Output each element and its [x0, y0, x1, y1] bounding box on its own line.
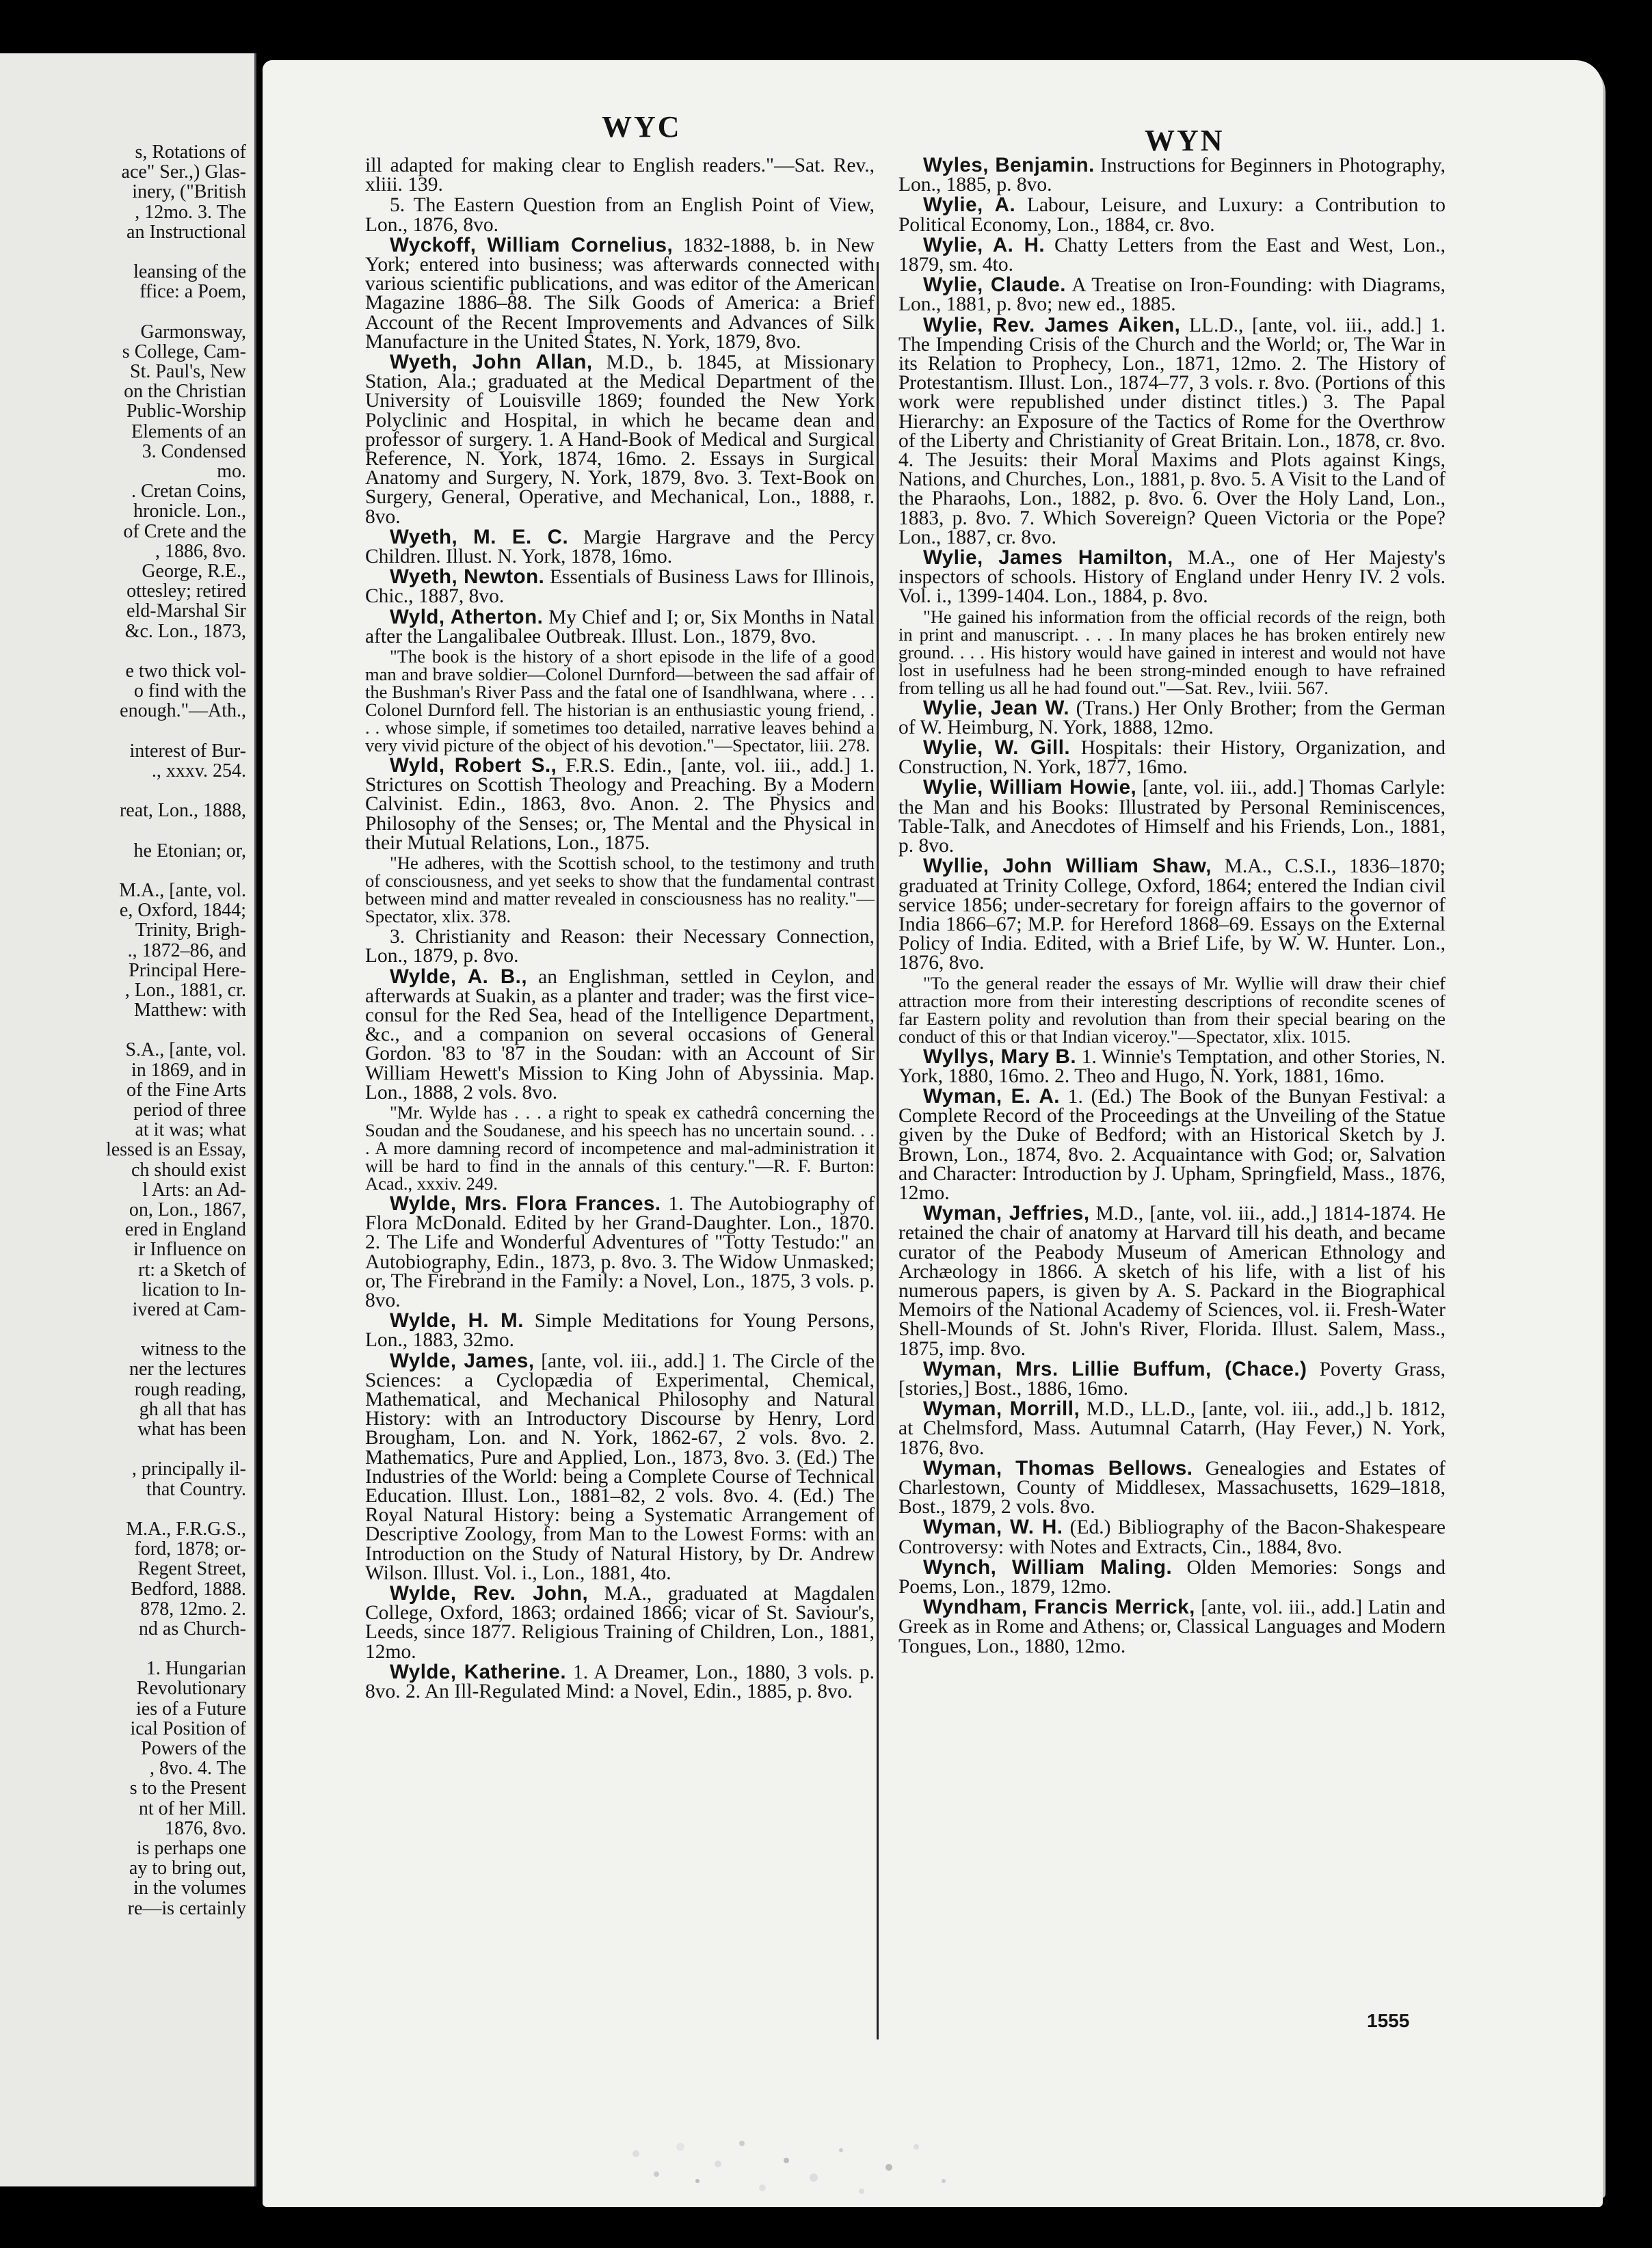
- entry-text: "Mr. Wylde has . . . a right to speak ex cathedrâ concerning the Soudan and the Soudanese, and his speech has no uncertain sound. . . . A more damning record of incompetence and mal-administration it will be hard to find in the annals of this century."—R. F. Burton: Acad., xxxiv. 249.: [365, 1101, 875, 1194]
- review-quote: [365, 1103, 875, 1192]
- bibliography-entry: [898, 313, 1446, 548]
- left-fragment-line: George, R.E.,: [142, 560, 246, 582]
- left-fragment-line: is perhaps one: [136, 1837, 246, 1859]
- entry-heading: Wyeth, M. E. C.: [390, 525, 569, 548]
- left-fragment-line: Powers of the: [141, 1738, 246, 1759]
- left-fragment-line: interest of Bur-: [129, 740, 246, 762]
- entry-text: 5. The Eastern Question from an English Point of View, Lon., 1876, 8vo.: [365, 194, 875, 236]
- entry-text: [ante, vol. iii., add.] Latin and Greek as in Rome and Athens; or, Classical Languages and Modern Tongues, Lon., 1880, 12mo.: [898, 1596, 1446, 1657]
- entry-text: Olden Memories: Songs and Poems, Lon., 1879, 12mo.: [898, 1556, 1446, 1598]
- adjacent-left-page: [0, 53, 256, 2186]
- left-fragment-line: ered in England: [124, 1219, 246, 1241]
- bibliography-entry: [898, 738, 1446, 777]
- entry-text: 1. (Ed.) The Book of the Bunyan Festival: a Complete Record of the Proceedings at the Unveiling of the Statue given by the Duke of Bedford; with an Historical Sketch by J. Brown, Lon., 1874, 8vo. 2. Acquaintance with God; or, Salvation and Character: Introduction by J. Upham, Springfield, Mass., 1876, 12mo.: [898, 1085, 1446, 1204]
- entry-heading: Wylde, Katherine.: [390, 1660, 567, 1683]
- entry-heading: Wyllie, John William Shaw,: [923, 855, 1212, 878]
- left-fragment-line: , 1886, 8vo.: [155, 540, 246, 562]
- left-fragment-line: M.A., [ante, vol.: [119, 879, 246, 901]
- left-fragment-line: Revolutionary: [136, 1678, 246, 1700]
- left-fragment-line: witness to the: [141, 1339, 246, 1361]
- left-fragment-line: eld-Marshal Sir: [126, 600, 246, 622]
- entry-text: M.D., LL.D., [ante, vol. iii., add.,] b. 1812, at Chelmsford, Mass. Autumnal Catarrh, (Hay Fever,) N. York, 1876, 8vo.: [898, 1398, 1446, 1459]
- entry-text: Simple Meditations for Young Persons, Lon., 1883, 32mo.: [365, 1310, 875, 1352]
- left-fragment-line: St. Paul's, New: [130, 361, 246, 383]
- left-fragment-line: s, Rotations of: [135, 142, 246, 163]
- entry-heading: Wylie, Jean W.: [923, 696, 1070, 719]
- entry-text: "He adheres, with the Scottish school, to the testimony and truth of consciousness, and yet seeks to show that the fundamental contrast between mind and matter revealed in consciousness has no reality."—Spectator, xlix. 378.: [365, 853, 875, 927]
- bibliography-entry: [365, 927, 875, 965]
- left-fragment-line: leansing of the: [133, 261, 246, 283]
- bibliography-entry: [365, 756, 875, 853]
- entry-text: M.A., C.S.I., 1836–1870; graduated at Trinity College, Oxford, 1864; entered the Indian civil service 1856; under-secretary for foreign affairs to the governor of India 1866–67; M.P. for Hereford 1868–69. Essays on the External Policy of India. Edited, with a Brief Life, by W. W. Hunter. Lon., 1876, 8vo.: [898, 855, 1446, 974]
- left-fragment-line: , Lon., 1881, cr.: [124, 979, 246, 1001]
- bibliography-entry: [898, 1397, 1446, 1459]
- entry-text: M.D., [ante, vol. iii., add.,] 1814-1874. He retained the chair of anatomy at Harvard till his death, and became curator of the Peabody Museum of American Ethnology and Archæology in 1866. A sketch of his life, with a list of his numerous papers, is given by A. S. Packard in the Biographical Memoirs of the National Academy of Sciences, vol. ii. Fresh-Water Shell-Mounds of St. John's River, Florida. Illust. Salem, Mass., 1875, imp. 8vo.: [898, 1203, 1446, 1360]
- left-fragment-line: S.A., [ante, vol.: [125, 1039, 246, 1061]
- left-fragment-line: what has been: [137, 1419, 246, 1440]
- entry-heading: Wylie, W. Gill.: [923, 736, 1071, 760]
- entry-text: [ante, vol. iii., add.] Thomas Carlyle: the Man and his Books: Illustrated by Personal Reminiscences, Table-Talk, and Anecdotes of Himself and his Friends, Lon., 1881, p. 8vo.: [898, 777, 1446, 857]
- entry-text: F.R.S. Edin., [ante, vol. iii., add.] 1. Strictures on Scottish Theology and Preaching. By a Modern Calvinist. Edin., 1863, 8vo. Anon. 2. The Physics and Philosophy of the Senses; or, The Mental and the Physical in their Mutual Relations, Lon., 1875.: [365, 755, 875, 854]
- left-fragment-line: on the Christian: [124, 381, 246, 403]
- left-fragment-line: [0, 641, 246, 661]
- left-fragment-line: , 8vo. 4. The: [149, 1758, 246, 1780]
- bibliography-entry: [898, 193, 1446, 236]
- left-fragment-line: lessed is an Essay,: [105, 1139, 246, 1161]
- left-fragment-line: [0, 781, 246, 801]
- entry-text: Instructions for Beginners in Photography, Lon., 1885, p. 8vo.: [898, 155, 1446, 196]
- entry-text: Labour, Leisure, and Luxury: a Contribution to Political Economy, Lon., 1884, cr. 8vo.: [898, 194, 1446, 236]
- entry-text: 1. A Dreamer, Lon., 1880, 3 vols. p. 8vo. 2. An Ill-Regulated Mind: a Novel, Edin., 1885, p. 8vo.: [365, 1661, 875, 1702]
- entry-heading: Wylde, Mrs. Flora Frances.: [390, 1192, 661, 1215]
- left-fragment-line: Elements of an: [131, 420, 246, 442]
- bibliography-entry: [365, 1311, 875, 1350]
- left-fragment-line: o find with the: [133, 680, 246, 702]
- bibliography-entry: [365, 525, 875, 568]
- entry-text: Essentials of Business Laws for Illinois, Chic., 1887, 8vo.: [365, 566, 875, 608]
- bibliography-entry: [365, 196, 875, 234]
- entry-heading: Wylde, James,: [390, 1349, 535, 1372]
- entry-heading: Wylde, H. M.: [390, 1309, 524, 1333]
- entry-heading: Wyeth, Newton.: [390, 565, 545, 589]
- entry-heading: Wyld, Atherton.: [390, 605, 544, 628]
- entry-heading: Wyllys, Mary B.: [923, 1045, 1077, 1068]
- left-fragment-line: nt of her Mill.: [138, 1797, 246, 1819]
- entry-text: M.A., graduated at Magdalen College, Oxford, 1863; ordained 1866; vicar of St. Saviour's, Leeds, since 1877. Religious Training of Children, Lon., 1881, 12mo.: [365, 1582, 875, 1663]
- left-fragment-line: [0, 1639, 246, 1659]
- left-fragment-line: [0, 242, 246, 262]
- page-number: 1555: [1367, 2010, 1410, 2031]
- entry-text: LL.D., [ante, vol. iii., add.] 1. The Impending Crisis of the Church and the World; or, The War in its Relation to Prophecy, Lon., 1871, 12mo. 2. The History of Protestantism. Illust. Lon., 1874–77, 3 vols. r. 8vo. (Portions of this work were republished under distinct titles.) 3. The Papal Hierarchy: an Exposure of the Tactics of Rome for the Overthrow of the Liberty and Christianity of Great Britain. Lon., 1878, cr. 8vo. 4. The Jesuits: their Moral Maxims and Plots against Kings, Nations, and Churches, Lon., 1881, p. 8vo. 5. A Visit to the Land of the Pharaohs, Lon., 1882, p. 8vo. 6. Over the Holy Land, Lon., 1883, p. 8vo. 7. Which Sovereign? Queen Victoria or the Pope? Lon., 1887, cr. 8vo.: [898, 314, 1446, 548]
- left-fragment-line: [0, 1439, 246, 1459]
- bibliography-entry: [898, 273, 1446, 316]
- bibliography-entry: [898, 857, 1446, 972]
- entry-text: 3. Christianity and Reason: their Necessary Connection, Lon., 1879, p. 8vo.: [365, 926, 875, 967]
- bibliography-entry: [365, 567, 875, 606]
- entry-heading: Wylde, Rev. John,: [390, 1581, 589, 1605]
- bibliography-entry: [898, 1204, 1446, 1359]
- left-fragment-line: ical Position of: [130, 1717, 246, 1739]
- bibliography-entry: [898, 1555, 1446, 1598]
- left-fragment-line: of Crete and the: [123, 520, 246, 542]
- left-fragment-line: . Cretan Coins,: [131, 481, 246, 503]
- entry-text: 1. The Autobiography of Flora McDonald. Edited by her Grand-Daughter. Lon., 1870. 2. The Life and Wonderful Adventures of "Totty Testudo:" an Autobiography, Edin., 1873, p. 8vo. 3. The Widow Unmasked; or, The Firebrand in the Family: a Novel, Lon., 1875, 3 vols. p. 8vo.: [365, 1192, 875, 1311]
- bibliography-entry: [898, 1456, 1446, 1518]
- left-fragment-line: mo.: [217, 461, 246, 482]
- left-fragment-line: ch should exist: [131, 1159, 246, 1181]
- left-fragment-line: Bedford, 1888.: [131, 1578, 246, 1600]
- entry-text: "The book is the history of a short episode in the life of a good man and brave soldier—Colonel Durnford—between the sad affair of the Bushman's River Pass and the fatal one of Isandhlwana, where . . . Colonel Durnford fell. The historian is an enthusiastic young friend, . . . whose simple, if sometimes too detailed, narrative leaves behind a very vivid picture of the object of his devotion."—Spectator, liii. 278.: [365, 646, 875, 756]
- left-fragment-line: [0, 1020, 246, 1040]
- entry-heading: Wylie, James Hamilton,: [923, 546, 1173, 570]
- left-fragment-line: that Country.: [146, 1478, 246, 1500]
- left-fragment-line: [0, 721, 246, 740]
- left-fragment-line: reat, Lon., 1888,: [119, 800, 246, 822]
- bibliography-entry: [898, 1084, 1446, 1204]
- main-page: [263, 60, 1603, 2207]
- left-fragment-line: ivered at Cam-: [132, 1298, 246, 1320]
- bibliography-entry: [365, 1660, 875, 1702]
- entry-heading: Wyman, Morrill,: [923, 1397, 1080, 1421]
- entry-text: an Englishman, settled in Ceylon, and afterwards at Suakin, as a planter and trader; was the first vice-consul for the Red Sea, head of the Intelligence Department, &c., and a companion on several occasions of General Gordon. '83 to '87 in the Soudan: with an Account of Sir William Hewett's Mission to King John of Abyssinia. Map. Lon., 1888, 2 vols. 8vo.: [365, 965, 875, 1103]
- left-fragment-line: [0, 302, 246, 322]
- left-fragment-line: in the volumes: [133, 1877, 246, 1899]
- right-column: [898, 156, 1446, 1657]
- left-fragment-line: [0, 861, 246, 881]
- bibliography-entry: [898, 156, 1446, 194]
- scan-noise-specks: [615, 2126, 971, 2208]
- left-column: [365, 156, 875, 1702]
- left-fragment-line: rt: a Sketch of: [138, 1259, 246, 1281]
- bibliography-entry: [898, 1047, 1446, 1086]
- left-fragment-line: ., xxxv. 254.: [151, 760, 246, 781]
- entry-heading: Wynch, William Maling.: [923, 1555, 1173, 1579]
- entry-heading: Wyndham, Francis Merrick,: [923, 1596, 1195, 1619]
- left-fragment-line: rough reading,: [134, 1378, 246, 1400]
- entry-text: 1. Winnie's Temptation, and other Stories, N. York, 1880, 16mo. 2. Theo and Hugo, N. York, 1881, 16mo.: [898, 1045, 1446, 1087]
- left-fragment-line: Trinity, Brigh-: [135, 920, 246, 941]
- bibliography-entry: [365, 156, 875, 194]
- left-fragment-line: of the Fine Arts: [126, 1079, 246, 1101]
- left-fragment-line: lication to In-: [142, 1279, 246, 1300]
- entry-text: [ante, vol. iii., add.] 1. The Circle of the Sciences: a Cyclopædia of Experimental, Chemical, Mathematical, and Mechanical Philosophy and Natural History: with an Introductory Discourse by Henry, Lord Brougham, Lon. and N. York, 1862-67, 2 vols. 8vo. 2. Mathematics, Pure and Applied, Lon., 1873, 8vo. 3. (Ed.) The Industries of the World: being a Complete Course of Technical Education. Illust. Lon., 1881–82, 2 vols. 8vo. 4. (Ed.) The Royal Natural History: being a Systematic Arrangement of Descriptive Zoology, from Man to the Lowest Forms: with an Introduction on the Study of Natural History, by Dr. Andrew Wilson. Illust. Vol. i., Lon., 1881, 4to.: [365, 1350, 875, 1584]
- left-fragment-line: re—is certainly: [127, 1897, 246, 1918]
- entry-text: M.A., one of Her Majesty's inspectors of schools. History of England under Henry IV. 2 vols. Vol. i., 1399-1404. Lon., 1884, p. 8vo.: [898, 547, 1446, 608]
- entry-heading: Wylie, Claude.: [923, 273, 1066, 297]
- left-fragment-line: ay to bring out,: [129, 1858, 246, 1879]
- left-fragment-line: inery, ("British: [132, 181, 246, 203]
- entry-text: My Chief and I; or, Six Months in Natal after the Langalibalee Outbreak. Illust. Lon., 1879, 8vo.: [365, 606, 875, 647]
- left-fragment-line: 3. Condensed: [142, 440, 246, 462]
- entry-heading: Wylie, A.: [923, 193, 1016, 217]
- entry-text: (Trans.) Her Only Brother; from the German of W. Heimburg, N. York, 1888, 12mo.: [898, 697, 1446, 738]
- left-fragment-line: he Etonian; or,: [133, 840, 246, 861]
- left-fragment-line: l Arts: an Ad-: [142, 1179, 246, 1201]
- entry-text: "He gained his information from the official records of the reign, both in print and manuscript. . . . In many places he has broken entirely new ground. . . . His history would have gained in interest and would not have lost in usefulness had he been strong-minded enough to have refrained from telling us all he had found out."—Sat. Rev., lviii. 567.: [898, 606, 1446, 698]
- bibliography-entry: [898, 1357, 1446, 1400]
- left-fragment-line: [0, 1320, 246, 1339]
- bibliography-entry: [898, 233, 1446, 276]
- left-fragment-line: 1876, 8vo.: [165, 1817, 246, 1839]
- left-fragment-line: &c. Lon., 1873,: [124, 620, 246, 642]
- review-quote: [898, 974, 1446, 1045]
- left-fragment-line: s College, Cam-: [122, 340, 246, 362]
- entry-text: (Ed.) Bibliography of the Bacon-Shakespeare Controversy: with Notes and Extracts, Cin., 1884, 8vo.: [898, 1516, 1446, 1558]
- left-fragment-line: enough."—Ath.,: [120, 700, 246, 722]
- entry-heading: Wyman, Mrs. Lillie Buffum, (Chace.): [923, 1357, 1307, 1380]
- entry-text: 1832-1888, b. in New York; entered into business; was afterwards connected with various scientific publications, and was editor of the American Magazine 1886–88. The Silk Goods of America: a Brief Account of the Recent Improvements and Advances of Silk Manufacture in the United States, N. York, 1879, 8vo.: [365, 234, 875, 353]
- entry-text: Hospitals: their History, Organization, and Construction, N. York, 1877, 16mo.: [898, 737, 1446, 779]
- entry-text: Margie Hargrave and the Percy Children. Illust. N. York, 1878, 16mo.: [365, 526, 875, 568]
- left-fragment-line: e two thick vol-: [125, 660, 246, 682]
- entry-text: M.D., b. 1845, at Missionary Station, Ala.; graduated at the Medical Department of the University of Louisville 1869; founded the New York Polyclinic and Hospital, in which he became dean and professor of surgery. 1. A Hand-Book of Medical and Surgical Reference, N. York, 1874, 16mo. 2. Essays in Surgical Anatomy and Surgery, N. York, 1879, 8vo. 3. Text-Book on Surgery, General, Operative, and Mechanical, Lon., 1888, r. 8vo.: [365, 351, 875, 528]
- left-fragment-line: gh all that has: [139, 1398, 246, 1420]
- left-fragment-line: ford, 1878; or-: [134, 1538, 246, 1560]
- entry-heading: Wylie, Rev. James Aiken,: [923, 313, 1181, 336]
- left-fragment-line: Regent Street,: [137, 1558, 246, 1580]
- left-fragment-line: on, Lon., 1867,: [129, 1199, 246, 1220]
- bibliography-entry: [365, 1194, 875, 1310]
- bibliography-entry: [365, 353, 875, 526]
- bibliography-entry: [365, 233, 875, 353]
- entry-text: A Treatise on Iron-Founding: with Diagrams, Lon., 1881, p. 8vo; new ed., 1885.: [898, 274, 1446, 316]
- entry-text: Genealogies and Estates of Charlestown, County of Middlesex, Massachusetts, 1629–1818, Bost., 1879, 2 vols. 8vo.: [898, 1457, 1446, 1518]
- left-fragment-line: at it was; what: [135, 1119, 246, 1141]
- bibliography-entry: [898, 1598, 1446, 1656]
- left-fragment-line: ffice: a Poem,: [139, 281, 246, 303]
- left-fragment-line: in 1869, and in: [131, 1059, 246, 1081]
- left-fragment-line: Public-Worship: [126, 401, 246, 423]
- bibliography-entry: [365, 967, 875, 1102]
- left-fragment-line: 878, 12mo. 2.: [140, 1598, 246, 1620]
- left-fragment-line: hronicle. Lon.,: [133, 500, 246, 522]
- left-fragment-line: ., 1872–86, and: [127, 939, 246, 961]
- left-fragment-line: Matthew: with: [133, 1000, 246, 1021]
- entry-heading: Wylde, A. B.,: [390, 965, 528, 988]
- entry-text: Poverty Grass, [stories,] Bost., 1886, 16mo.: [898, 1358, 1446, 1400]
- entry-heading: Wyles, Benjamin.: [923, 154, 1095, 176]
- entry-heading: Wyman, W. H.: [923, 1516, 1063, 1539]
- running-head-right: WYN: [1145, 124, 1225, 157]
- bibliography-entry: [898, 696, 1446, 738]
- left-page-fragment: [0, 142, 246, 1918]
- left-fragment-line: [0, 1499, 246, 1519]
- left-fragment-line: , principally il-: [131, 1458, 246, 1480]
- left-fragment-line: period of three: [133, 1099, 246, 1121]
- review-quote: [365, 647, 875, 754]
- entry-heading: Wylie, A. H.: [923, 233, 1045, 256]
- left-fragment-line: , 12mo. 3. The: [135, 201, 246, 223]
- bibliography-entry: [365, 1581, 875, 1663]
- entry-heading: Wyckoff, William Cornelius,: [390, 233, 674, 256]
- review-quote: [898, 608, 1446, 697]
- bibliography-entry: [365, 1349, 875, 1584]
- entry-heading: Wyman, Jeffries,: [923, 1202, 1090, 1225]
- column-divider: [877, 262, 879, 2039]
- left-fragment-line: ies of a Future: [136, 1698, 246, 1720]
- entry-text: Chatty Letters from the East and West, Lon., 1879, sm. 4to.: [898, 234, 1446, 276]
- left-fragment-line: [0, 820, 246, 840]
- left-fragment-line: e, Oxford, 1844;: [119, 900, 246, 922]
- left-fragment-line: nd as Church-: [138, 1618, 246, 1640]
- left-fragment-line: s to the Present: [129, 1778, 246, 1799]
- entry-heading: Wyman, E. A.: [923, 1084, 1060, 1108]
- left-fragment-line: ner the lectures: [129, 1359, 246, 1380]
- left-fragment-line: ottesley; retired: [126, 580, 246, 602]
- entry-text: "To the general reader the essays of Mr. Wyllie will draw their chief attraction more from their interesting descriptions of recondite scenes of far Eastern polity and revolution than from their special bearing on the conduct of this or that Indian viceroy."—Spectator, xlix. 1015.: [898, 972, 1446, 1047]
- left-fragment-line: ir Influence on: [133, 1239, 246, 1261]
- left-fragment-line: Garmonsway,: [140, 321, 246, 343]
- entry-heading: Wyman, Thomas Bellows.: [923, 1456, 1193, 1480]
- left-fragment-line: M.A., F.R.G.S.,: [126, 1518, 246, 1540]
- review-quote: [365, 854, 875, 925]
- left-fragment-line: 1. Hungarian: [146, 1658, 246, 1680]
- entry-heading: Wylie, William Howie,: [923, 776, 1137, 799]
- bibliography-entry: [898, 778, 1446, 855]
- left-fragment-line: ace" Ser.,) Glas-: [121, 161, 246, 183]
- entry-heading: Wyeth, John Allan,: [390, 351, 593, 374]
- entry-text: ill adapted for making clear to English readers."—Sat. Rev., xliii. 139.: [365, 155, 875, 196]
- bibliography-entry: [898, 548, 1446, 606]
- bibliography-entry: [898, 1518, 1446, 1556]
- entry-heading: Wyld, Robert S.,: [390, 754, 557, 777]
- running-head-left: WYC: [602, 110, 682, 144]
- left-fragment-line: an Instructional: [126, 221, 246, 243]
- bibliography-entry: [365, 605, 875, 647]
- left-fragment-line: Principal Here-: [129, 959, 246, 981]
